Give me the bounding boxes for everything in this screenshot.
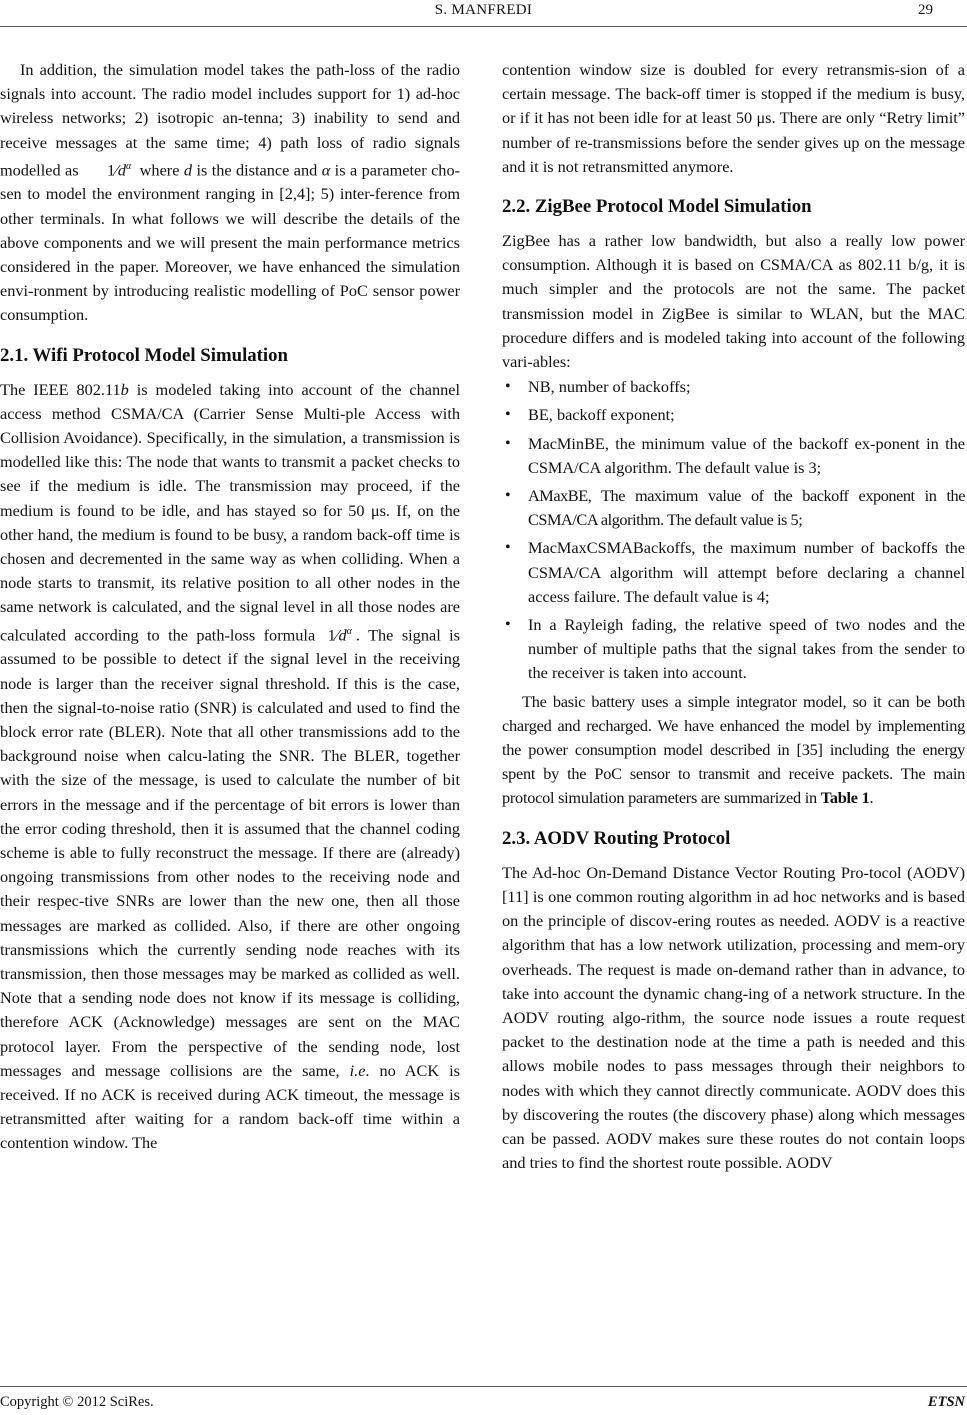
intro-paragraph: In addition, the simulation model takes the path-loss of the radio signals into account. The radio model includes support for 1) ad-hoc wireless networks; 2) isotropic an-tenna; 3) inability to send and receive messages at the same time; 4) path loss of radio signals modelled as $1⁄d^\alpha$ where d is the distance and α is a parameter cho-sen to model the environment ranging in [2,4]; 5) inter-ference from other terminals. In what follows we will describe the details of the above components and we will present the main performance metrics considered in the paper. Moreover, we have enhanced the simulation envi-ronment by introducing realistic modelling of PoC sensor power consumption. <box>0 60 461 325</box>
page-header <box>0 2 967 26</box>
zigbee-paragraph: ZigBee has a rather low bandwidth, but also a really low power consumption. Although it is based on CSMA/CA as 802.11 b/g, it is much simpler and the protocols are not the same. The packet transmission model in ZigBee is similar to WLAN, but the MAC procedure differs and is modeled taking into account of the following vari-ables: <box>502 231 965 372</box>
footer-rule <box>0 1386 967 1387</box>
page-number: 29 <box>918 2 933 18</box>
section-heading-2-1: 2.1. Wifi Protocol Model Simulation <box>0 344 288 366</box>
battery-paragraph: The basic battery uses a simple integrator model, so it can be both charged and recharged. We have enhanced the model by implementing the power consumption model described in [35] including the energy spent by the PoC sensor to transmit and receive packets. The main protocol simulation parameters are summarized in Table 1. <box>502 691 965 808</box>
left-column <box>0 58 460 1156</box>
path-loss-formula: $1⁄d^\alpha$ <box>106 160 132 180</box>
section-heading-2-2: 2.2. ZigBee Protocol Model Simulation <box>502 196 812 218</box>
path-loss-formula-inline: $1⁄d^\alpha$ <box>327 625 352 645</box>
aodv-paragraph: The Ad-hoc On-Demand Distance Vector Routing Pro-tocol (AODV) [11] is one common routing algorithm in ad hoc networks and is based on the principle of discov-ering routes as needed. AODV is a reactive algorithm that has a low network utilization, processing and mem-ory overheads. The request is made on-demand rather than in advance, to take into account the dynamic chang-ing of a network structure. In the AODV routing algo-rithm, the source node issues a route request packet to the destination node at the time a path is needed and this allows mobile nodes to pass messages through their neighbors to nodes with which they cannot directly communicate. AODV does this by discovering the routes (the discovery phase) along which messages can be passed. AODV makes sure these routes do not contain loops and tries to find the shortest route possible. AODV <box>502 862 965 1173</box>
journal-name: ETSN <box>927 1394 965 1410</box>
wifi-paragraph: The IEEE 802.11b is modeled taking into account of the channel access method CSMA/CA (Carrier Sense Multi-ple Access with Collision Avoidance). Specifically, in the simulation, a transmission is modelled like this: The node that wants to transmit a packet checks to see if the medium is idle. The transmission may proceed, if the medium is found to be idle, and has stayed so for 50 μs. If, on the other hand, the medium is found to be busy, a random back-off time is chosen and decremented in the same way as when colliding. When a node starts to transmit, its relative position to all other nodes in the same network is calculated, and the signal level in all those nodes are calculated according to the path-loss formula $1⁄d^\alpha$ . The signal is assumed to be possible to detect if the signal level in the receiving node is larger than the receiver signal threshold. If this is the case, then the signal-to-noise ratio (SNR) is calculated and used to find the block error rate (BLER). Note that all other transmissions add to the background noise when calcu-lating the SNR. The BLER, together with the size of the message, is used to calculate the number of bit errors in the message and if the percentage of bit errors is lower than the error coding threshold, then it is assumed that the channel coding scheme is able to fully reconstruct the message. If there are (already) ongoing transmissions from other nodes to the receiving node and their respec-tive SNRs are lower than the new one, then all those messages are marked as collided. Also, if there are other ongoing transmissions which the currently sending node reaches with its transmission, then those messages may be marked as collided as well. Note that a sending node does not know if its message is colliding, therefore ACK (Acknowledge) messages are sent on the MAC protocol layer. From the perspective of the sending node, lost messages and message collisions are the same, i.e. no ACK is received. If no ACK is received during ACK timeout, the message is retransmitted after waiting for a random back-off time within a contention window. The <box>0 379 461 1153</box>
list-item: • MacMinBE, the minimum value of the backoff ex-ponent in the CSMA/CA algorithm. The default value is 3; <box>502 432 965 480</box>
list-item: • MacMaxCSMABackoffs, the maximum number of backoffs the CSMA/CA algorithm will attempt before declaring a channel access failure. The default value is 4; <box>502 536 965 609</box>
copyright-notice: Copyright © 2012 SciRes. <box>0 1394 154 1410</box>
continuation-paragraph: contention window size is doubled for every retransmis-sion of a certain message. The back-off timer is stopped if the medium is busy, or if it has not been idle for at least 50 μs. There are only “Retry limit” number of re-transmissions before the sender gives up on the message and it is not retransmitted anymore. <box>502 60 965 176</box>
right-column <box>502 58 965 1175</box>
header-rule <box>0 26 967 27</box>
list-item: • NB, number of backoffs; <box>502 375 965 399</box>
list-item: • BE, backoff exponent; <box>502 403 965 427</box>
section-heading-2-3: 2.3. AODV Routing Protocol <box>502 827 731 849</box>
list-item: • AMaxBE, The maximum value of the backoff exponent in the CSMA/CA algorithm. The default value is 5; <box>502 484 965 532</box>
list-item: • In a Rayleigh fading, the relative speed of two nodes and the number of multiple paths that the signal takes from the sender to the receiver is taken into account. <box>502 613 965 686</box>
running-title: S. MANFREDI <box>434 2 533 18</box>
table-reference: Table 1 <box>820 788 870 808</box>
zigbee-variable-list <box>502 375 965 685</box>
